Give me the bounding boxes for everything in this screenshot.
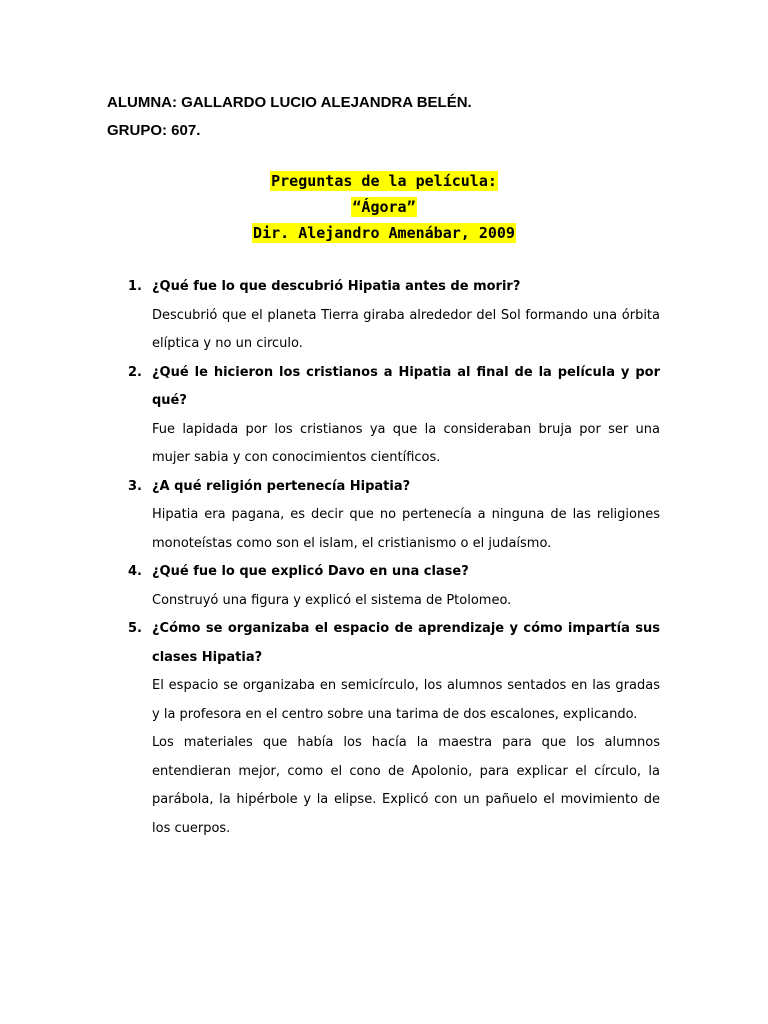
question-text: ¿A qué religión pertenecía Hipatia? <box>152 478 411 494</box>
question-item <box>128 558 660 615</box>
student-name-line: ALUMNA: GALLARDO LUCIO ALEJANDRA BELÉN. <box>107 94 472 111</box>
question-number: 1. <box>128 279 142 294</box>
question-text: ¿Qué fue lo que descubrió Hipatia antes de morir? <box>152 279 521 294</box>
answer-text: El espacio se organizaba en semicírculo, los alumnos sentados en las gradas y la profesora en el centro sobre una tarima de dos escalones, explicando. <box>152 678 660 722</box>
question-number: 3. <box>128 478 142 494</box>
group-line: GRUPO: 607. <box>107 122 201 139</box>
question-item <box>128 473 660 559</box>
title-block <box>0 168 768 246</box>
question-item <box>128 273 660 359</box>
question-item <box>128 615 660 843</box>
title-line-2: “Ágora” <box>352 198 416 216</box>
question-text: ¿Cómo se organizaba el espacio de aprendizaje y cómo impartía sus clases Hipatia? <box>152 621 660 665</box>
question-text: ¿Qué fue lo que explicó Davo en una clase? <box>152 564 469 579</box>
question-text: ¿Qué le hicieron los cristianos a Hipatia al final de la película y por qué? <box>152 364 660 408</box>
answer-text: Los materiales que había los hacía la maestra para que los alumnos entendieran mejor, como el cono de Apolonio, para explicar el círculo, la parábola, la hipérbole y la elipse. Explicó con un pañuelo el movimiento de los cuerpos. <box>152 735 660 836</box>
answer-text: Hipatia era pagana, es decir que no pertenecía a ninguna de las religiones monoteístas como son el islam, el cristianismo o el judaísmo. <box>152 507 660 551</box>
question-number: 5. <box>128 621 142 636</box>
answer-text: Construyó una figura y explicó el sistema de Ptolomeo. <box>152 592 512 608</box>
title-line-3: Dir. Alejandro Amenábar, 2009 <box>253 224 515 242</box>
question-number: 2. <box>128 364 142 380</box>
question-number: 4. <box>128 564 142 579</box>
question-item <box>128 359 660 473</box>
question-list <box>128 273 660 843</box>
answer-text: Fue lapidada por los cristianos ya que la consideraban bruja por ser una mujer sabia y con conocimientos científicos. <box>152 421 660 465</box>
document-header <box>107 89 472 145</box>
title-line-1: Preguntas de la película: <box>271 172 497 190</box>
answer-text: Descubrió que el planeta Tierra giraba alrededor del Sol formando una órbita elíptica y no un circulo. <box>152 307 660 351</box>
